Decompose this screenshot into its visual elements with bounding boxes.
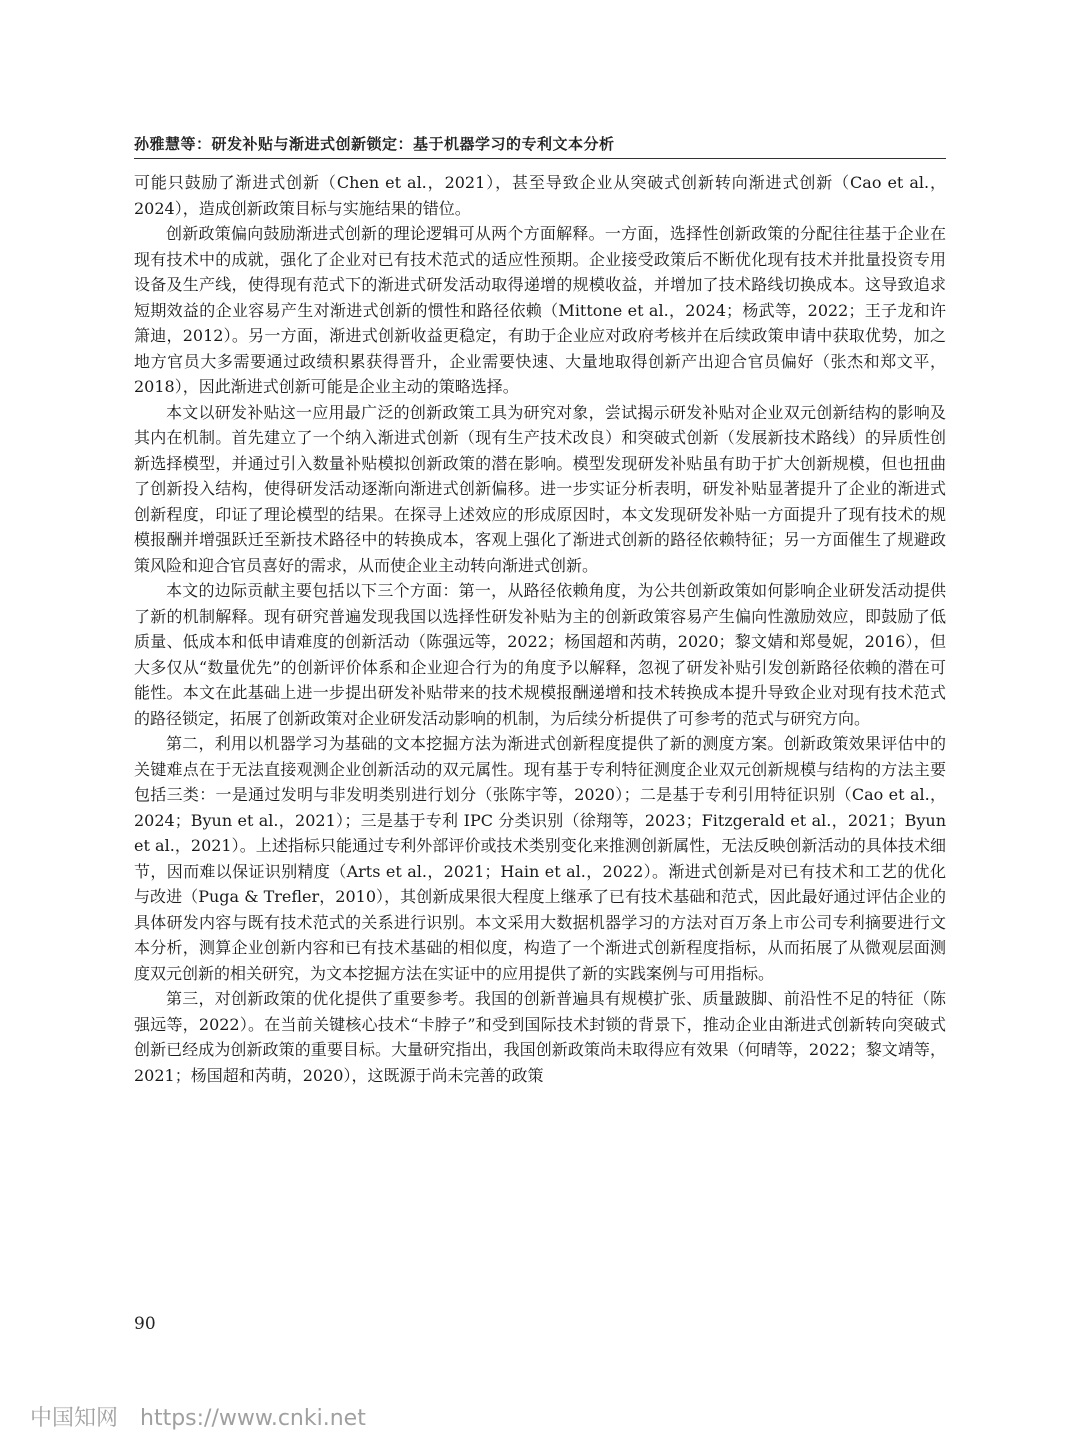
- cnki-watermark: [30, 1401, 366, 1432]
- paragraph-contribution-third: 第三，对创新政策的优化提供了重要参考。我国的创新普遍具有规模扩张、质量跛脚、前沿性不足的特征（陈强远等，2022）。在当前关键核心技术“卡脖子”和受到国际技术封锁的背景下，推动企业由渐进式创新转向突破式创新已经成为创新政策的重要目标。大量研究指出，我国创新政策尚未取得应有效果（何晴等，2022；黎文靖等，2021；杨国超和芮萌，2020），这既源于尚未完善的政策: [134, 989, 946, 1085]
- watermark-brand: 中国知网: [30, 1406, 119, 1431]
- paragraph-contribution-first: 本文的边际贡献主要包括以下三个方面：第一，从路径依赖角度，为公共创新政策如何影响企业研发活动提供了新的机制解释。现有研究普遍发现我国以选择性研发补贴为主的创新政策容易产生偏向性激励效应，即鼓励了低质量、低成本和低申请难度的创新活动（陈强远等，2022；杨国超和芮萌，2020；黎文婧和郑曼妮，2016），但大多仅从“数量优先”的创新评价体系和企业迎合行为的角度予以解释，忽视了研发补贴引发创新路径依赖的潜在可能性。本文在此基础上进一步提出研发补贴带来的技术规模报酬递增和技术转换成本提升导致企业对现有技术范式的路径锁定，拓展了创新政策对企业研发活动影响的机制，为后续分析提供了可参考的范式与研究方向。: [134, 581, 946, 728]
- paragraph-contribution-second: 第二，利用以机器学习为基础的文本挖掘方法为渐进式创新程度提供了新的测度方案。创新政策效果评估中的关键难点在于无法直接观测企业创新活动的双元属性。现有基于专利特征测度企业双元创新规模与结构的方法主要包括三类：一是通过发明与非发明类别进行划分（张陈宇等，2020）；二是基于专利引用特征识别（Cao et al.，2024；Byun et al.，2021）；三是基于专利 IPC 分类识别（徐翔等，2023；Fitzgerald et al.，2021；Byun et al.，2021）。上述指标只能通过专利外部评价或技术类别变化来推测创新属性，无法反映创新活动的具体技术细节，因而难以保证识别精度（Arts et al.，2021；Hain et al.，2022）。渐进式创新是对已有技术和工艺的优化与改进（Puga & Trefler，2010），其创新成果很大程度上继承了已有技术基础和范式，因此最好通过评估企业的具体研发内容与既有技术范式的关系进行识别。本文采用大数据机器学习的方法对百万条上市公司专利摘要进行文本分析，测算企业创新内容和已有技术基础的相似度，构造了一个渐进式创新程度指标，从而拓展了从微观层面测度双元创新的相关研究，为文本挖掘方法在实证中的应用提供了新的实践案例与可用指标。: [134, 734, 946, 983]
- paragraph-theory-logic: 创新政策偏向鼓励渐进式创新的理论逻辑可从两个方面解释。一方面，选择性创新政策的分配往往基于企业在现有技术中的成就，强化了企业对已有技术范式的适应性预期。企业接受政策后不断优化现有技术并批量投资专用设备及生产线，使得现有范式下的渐进式研发活动取得递增的规模收益，并增加了技术路线切换成本。这导致追求短期效益的企业容易产生对渐进式创新的惯性和路径依赖（Mittone et al.，2024；杨武等，2022；王子龙和许箫迪，2012）。另一方面，渐进式创新收益更稳定，有助于企业应对政府考核并在后续政策申请中获取优势，加之地方官员大多需要通过政绩积累获得晋升，企业需要快速、大量地取得创新产出迎合官员偏好（张杰和郑文平，2018），因此渐进式创新可能是企业主动的策略选择。: [134, 224, 946, 396]
- paragraph-continued: 可能只鼓励了渐进式创新（Chen et al.，2021），甚至导致企业从突破式创新转向渐进式创新（Cao et al.，2024），造成创新政策目标与实施结果的错位。: [134, 173, 946, 218]
- running-header: 孙雅慧等：研发补贴与渐进式创新锁定：基于机器学习的专利文本分析: [134, 135, 615, 153]
- paragraph-research-overview: 本文以研发补贴这一应用最广泛的创新政策工具为研究对象，尝试揭示研发补贴对企业双元创新结构的影响及其内在机制。首先建立了一个纳入渐进式创新（现有生产技术改良）和突破式创新（发展新技术路线）的异质性创新选择模型，并通过引入数量补贴模拟创新政策的潜在影响。模型发现研发补贴虽有助于扩大创新规模，但也扭曲了创新投入结构，使得研发活动逐渐向渐进式创新偏移。进一步实证分析表明，研发补贴显著提升了企业的渐进式创新程度，印证了理论模型的结果。在探寻上述效应的形成原因时，本文发现研发补贴一方面提升了现有技术的规模报酬并增强跃迁至新技术路径中的转换成本，客观上强化了渐进式创新的路径依赖特征；另一方面催生了规避政策风险和迎合官员喜好的需求，从而使企业主动转向渐进式创新。: [134, 402, 946, 575]
- page-number: 90: [134, 1314, 156, 1334]
- header-rule: [134, 158, 946, 159]
- article-body: [134, 170, 946, 1088]
- watermark-url: https://www.cnki.net: [140, 1406, 366, 1431]
